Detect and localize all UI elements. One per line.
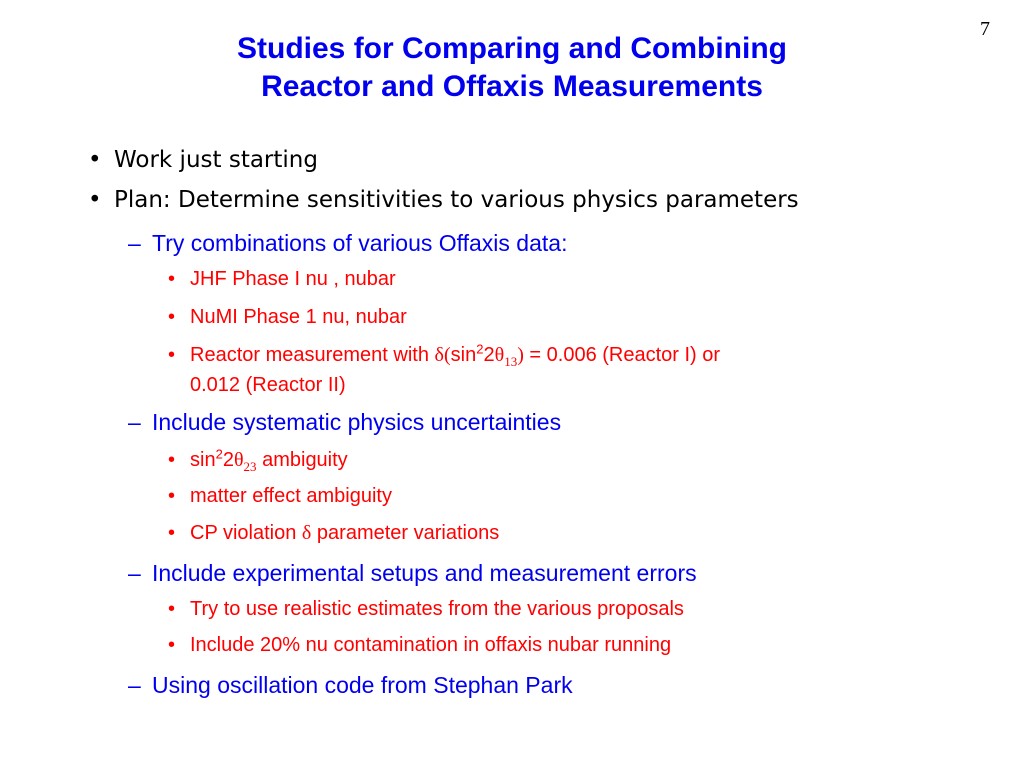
title-line-1: Studies for Comparing and Combining	[237, 32, 787, 65]
item-text-prefix: CP violation	[190, 522, 302, 544]
delta-symbol: δ	[301, 522, 312, 544]
item-nu-contamination	[168, 634, 671, 657]
bullet-marker: •	[168, 344, 176, 366]
item-reactor	[168, 341, 721, 369]
bullet-text: Work just starting	[114, 147, 318, 173]
dash-marker: –	[128, 560, 141, 586]
item-text: matter effect ambiguity	[190, 485, 392, 507]
bullet-marker: •	[168, 306, 176, 328]
bullet-marker: •	[168, 485, 176, 507]
item-text: Try to use realistic estimates from the various proposals	[190, 598, 684, 620]
item-numi	[168, 306, 407, 329]
superscript: 2	[476, 341, 484, 357]
item-text: JHF Phase I nu , nubar	[190, 268, 396, 290]
dash-marker: –	[128, 230, 141, 256]
item-text-suffix: parameter variations	[311, 522, 500, 544]
two-text: 2	[483, 344, 495, 366]
bullet-marker: •	[88, 187, 102, 213]
item-text-suffix: = 0.006 (Reactor I) or	[523, 344, 721, 366]
theta-symbol: θ	[233, 449, 244, 471]
bullet-marker: •	[168, 268, 176, 290]
item-cp-violation	[168, 522, 499, 545]
sub-bullet-text: Include experimental setups and measurement errors	[152, 560, 697, 586]
theta-symbol: θ	[494, 344, 505, 366]
bullet-marker: •	[88, 147, 102, 173]
dash-marker: –	[128, 672, 141, 698]
sub-bullet-text: Using oscillation code from Stephan Park	[152, 672, 573, 698]
sin-text: sin	[190, 449, 216, 471]
close-paren: )	[517, 344, 524, 366]
bullet-marker: •	[168, 522, 176, 544]
bullet-marker: •	[168, 634, 176, 656]
sub-bullet-experimental	[128, 560, 697, 587]
slide-number: 7	[980, 18, 990, 40]
sub-bullet-combinations	[128, 230, 567, 257]
two-text: 2	[222, 449, 234, 471]
sin-text: sin	[450, 344, 477, 366]
subscript: 13	[504, 354, 518, 369]
item-sin-ambiguity	[168, 446, 348, 474]
item-text: NuMI Phase 1 nu, nubar	[190, 306, 407, 328]
delta-symbol: δ	[434, 344, 444, 366]
bullet-plan	[88, 187, 799, 213]
item-matter-effect	[168, 485, 392, 508]
title-line-2: Reactor and Offaxis Measurements	[261, 70, 763, 103]
bullet-text: Plan: Determine sensitivities to various physics parameters	[114, 187, 799, 213]
item-text: Include 20% nu contamination in offaxis nubar running	[190, 634, 672, 656]
item-text-suffix: ambiguity	[256, 449, 348, 471]
sub-bullet-text: Include systematic physics uncertainties	[152, 409, 562, 435]
item-text-prefix: Reactor measurement with	[190, 344, 435, 366]
superscript: 2	[215, 446, 223, 462]
sub-bullet-text: Try combinations of various Offaxis data:	[152, 230, 568, 256]
open-paren: (	[443, 344, 451, 366]
bullet-work-starting	[88, 147, 318, 173]
bullet-marker: •	[168, 598, 176, 620]
bullet-marker: •	[168, 449, 176, 471]
subscript: 23	[243, 459, 257, 474]
sub-bullet-oscillation-code	[128, 672, 573, 699]
item-jhf	[168, 268, 396, 291]
item-reactor-continuation: 0.012 (Reactor II)	[190, 374, 346, 396]
item-realistic-estimates	[168, 598, 684, 621]
sub-bullet-systematic	[128, 409, 561, 436]
dash-marker: –	[128, 409, 141, 435]
